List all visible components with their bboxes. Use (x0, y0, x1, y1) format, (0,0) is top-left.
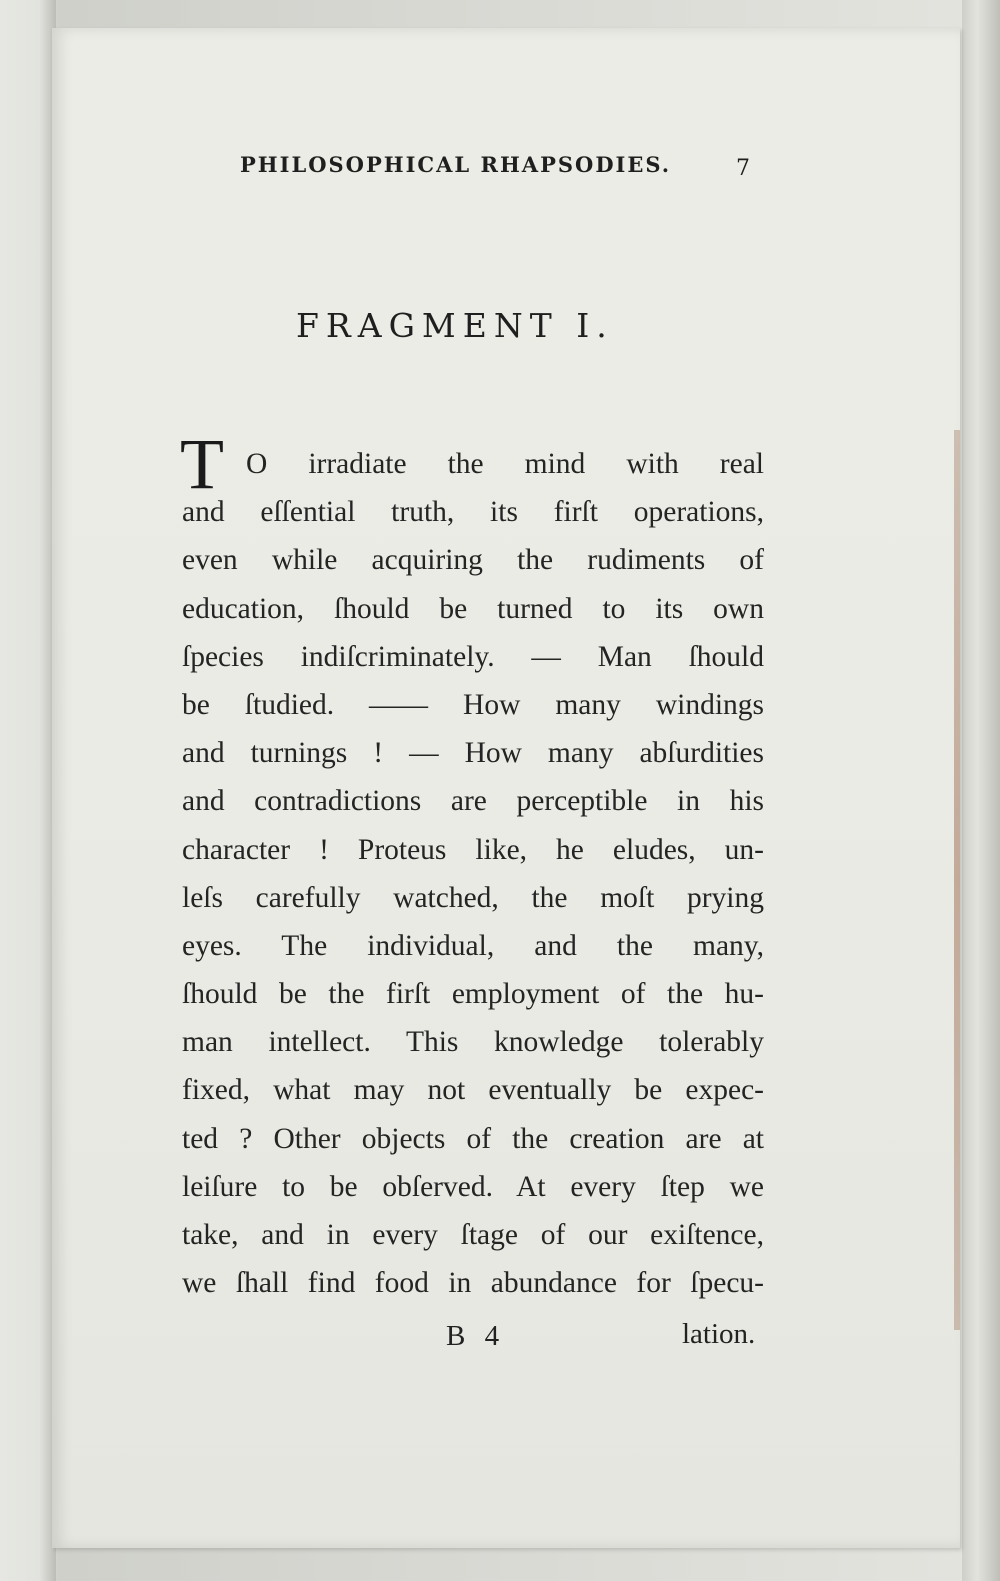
body-line: ſhould be the firſt employment of the hu- (182, 978, 764, 1011)
page-edge-stain (954, 430, 960, 1330)
page-number: 7 (736, 156, 750, 181)
body-line: even while acquiring the rudiments of (182, 544, 764, 577)
body-line: and eſſential truth, its firſt operations, (182, 496, 764, 529)
drop-cap: T (180, 424, 224, 504)
body-line: O irradiate the mind with real (246, 448, 764, 480)
running-head: PHILOSOPHICAL RHAPSODIES. (240, 152, 672, 177)
book-cover-edge (962, 0, 1000, 1581)
body-line: ſpecies indiſcriminately. — Man ſhould (182, 640, 764, 673)
body-line: and turnings ! — How many abſurdities (182, 737, 764, 770)
left-page-edge (0, 0, 56, 1581)
body-text (182, 440, 764, 1307)
body-line: leiſure to be obſerved. At every ſtep we (182, 1170, 764, 1203)
body-line: eyes. The individual, and the many, (182, 929, 764, 962)
body-line: be ſtudied. —— How many windings (182, 688, 764, 721)
body-line: and contradictions are perceptible in his (182, 785, 764, 818)
body-line: education, ſhould be turned to its own (182, 592, 764, 625)
signature-mark: B 4 (446, 1320, 506, 1352)
body-line: leſs carefully watched, the moſt prying (182, 881, 764, 914)
body-line: character ! Proteus like, he eludes, un- (182, 833, 764, 866)
body-line: we ſhall find food in abundance for ſpecu- (182, 1267, 764, 1300)
body-line: ted ? Other objects of the creation are at (182, 1122, 764, 1155)
body-line: take, and in every ſtage of our exiſtence, (182, 1219, 764, 1251)
fragment-title: FRAGMENT I. (296, 306, 614, 345)
body-line: fixed, what may not eventually be expec- (182, 1074, 764, 1107)
body-line: man intellect. This knowledge tolerably (182, 1026, 764, 1059)
catchword: lation. (682, 1318, 756, 1350)
